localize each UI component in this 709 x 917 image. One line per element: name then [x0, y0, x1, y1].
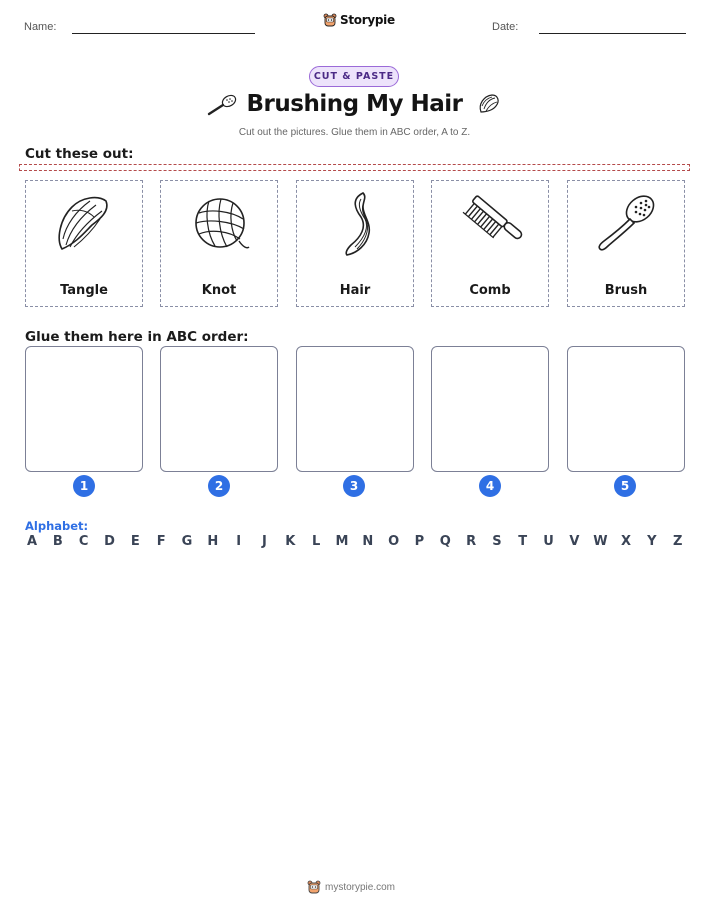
letter: F [156, 534, 166, 549]
letter: G [181, 534, 193, 549]
cut-card-tangle[interactable] [25, 180, 143, 307]
letter: C [78, 534, 89, 549]
card-label: Hair [339, 283, 371, 298]
alphabet-row [25, 534, 685, 549]
card-label: Brush [604, 283, 648, 298]
glue-slot-1[interactable] [25, 346, 143, 472]
comb-icon [456, 189, 526, 259]
date-line[interactable] [539, 33, 686, 34]
slot-number-3: 3 [343, 475, 365, 497]
page-title: Brushing My Hair [246, 91, 463, 117]
letter: E [130, 534, 140, 549]
cut-card-brush[interactable] [567, 180, 685, 307]
letter: V [569, 534, 580, 549]
slot-number-2: 2 [208, 475, 230, 497]
cut-line [19, 164, 690, 171]
letter: I [236, 534, 242, 549]
cut-card-knot[interactable] [160, 180, 278, 307]
hairbrush-icon [592, 189, 662, 259]
brand-name: Storypie [340, 13, 395, 27]
brand-logo [323, 13, 395, 27]
letter: W [593, 534, 608, 549]
instructions: Cut out the pictures. Glue them in ABC order, A to Z. [238, 127, 471, 138]
cut-card-comb[interactable] [431, 180, 549, 307]
letter: N [362, 534, 374, 549]
footer [307, 880, 395, 894]
glue-heading: Glue them here in ABC order: [25, 329, 249, 345]
date-label: Date: [492, 21, 519, 33]
letter: J [262, 534, 267, 549]
letter: Y [647, 534, 657, 549]
letter: T [518, 534, 528, 549]
letter: K [285, 534, 296, 549]
glue-slot-3[interactable] [296, 346, 414, 472]
glue-slot-5[interactable] [567, 346, 685, 472]
letter: D [104, 534, 115, 549]
slot-number-5: 5 [614, 475, 636, 497]
mascot-icon [307, 880, 321, 894]
cut-card-hair[interactable] [296, 180, 414, 307]
name-line[interactable] [72, 33, 255, 34]
letter: P [414, 534, 425, 549]
slot-number-4: 4 [479, 475, 501, 497]
card-label: Knot [201, 283, 237, 298]
card-label: Comb [469, 283, 511, 298]
letter: Z [672, 534, 683, 549]
letter: Q [439, 534, 451, 549]
cut-heading: Cut these out: [25, 146, 134, 162]
card-label: Tangle [60, 283, 108, 298]
tangled-hair-icon [50, 189, 120, 259]
letter: B [52, 534, 63, 549]
glue-slot-4[interactable] [431, 346, 549, 472]
letter: X [621, 534, 632, 549]
slot-number-1: 1 [73, 475, 95, 497]
letter: S [492, 534, 502, 549]
letter: O [388, 534, 400, 549]
letter: M [335, 534, 349, 549]
hair-strand-icon [321, 189, 391, 259]
letter: R [466, 534, 477, 549]
letter: H [207, 534, 219, 549]
letter: U [543, 534, 554, 549]
glue-slot-2[interactable] [160, 346, 278, 472]
alphabet-label: Alphabet: [25, 519, 89, 533]
mascot-icon [323, 13, 337, 27]
letter: A [26, 534, 38, 549]
name-label: Name: [24, 21, 57, 33]
letter: L [311, 534, 321, 549]
yarn-knot-icon [185, 189, 255, 259]
activity-badge: CUT & PASTE [309, 66, 399, 87]
hair-curl-decor-icon [476, 92, 502, 118]
footer-url[interactable]: mystorypie.com [325, 881, 396, 893]
